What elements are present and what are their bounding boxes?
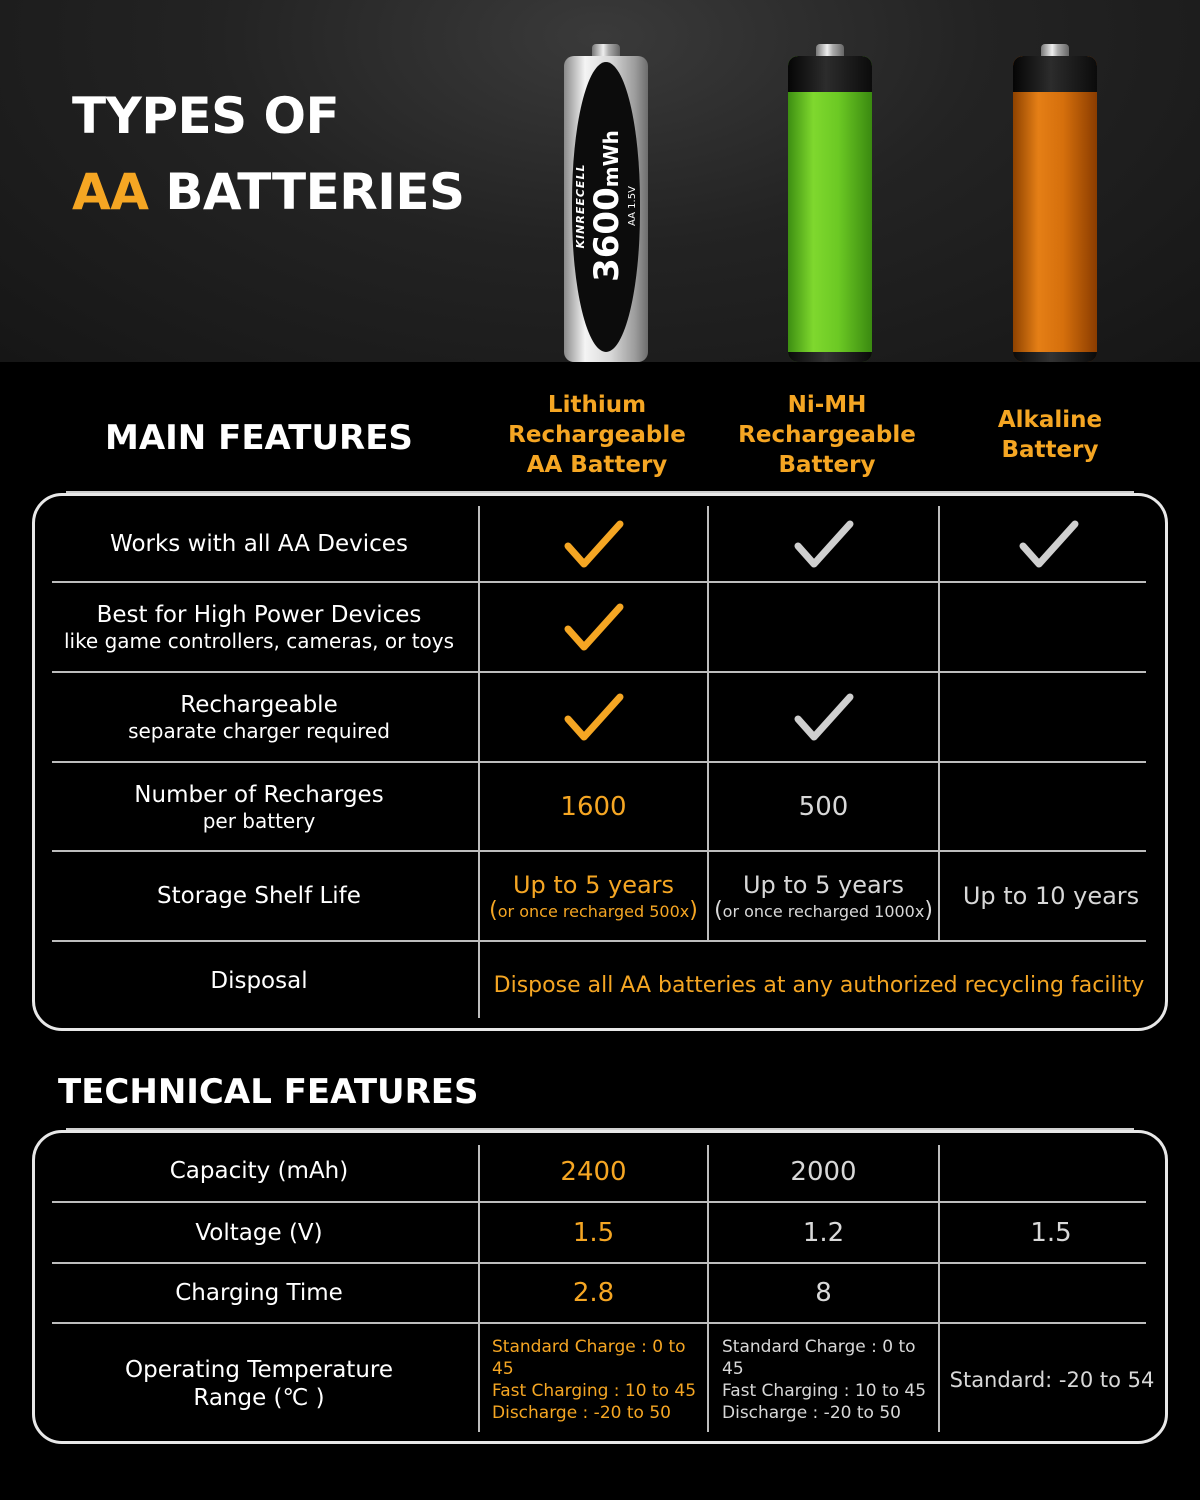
alkaline-battery-image (1013, 44, 1097, 362)
battery-brand: KINREECELL (574, 163, 587, 249)
lithium-recharges-value: 1600 (560, 791, 627, 822)
lithium-battery-image (564, 44, 648, 362)
nimh-charging-time: 8 (815, 1278, 832, 1308)
nimh-capacity: 2000 (790, 1157, 857, 1187)
nimh-works-check (709, 506, 938, 581)
title-line-1: TYPES OF (72, 87, 340, 145)
disposal-value: Dispose all AA batteries at any authorized recycling facility (493, 972, 1145, 998)
check-icon (564, 518, 624, 570)
row-label-charging-time: Charging Time (175, 1280, 343, 1306)
check-icon (794, 691, 854, 743)
check-icon (564, 691, 624, 743)
alkaline-shelf-life: Up to 10 years (962, 882, 1140, 910)
lithium-temperature-range: Standard Charge : 0 to 45 Fast Charging : 10 to 45 Discharge : -20 to 50 (492, 1337, 697, 1423)
lithium-capacity: 2400 (560, 1157, 627, 1187)
check-icon (794, 518, 854, 570)
row-label-disposal: Disposal (210, 968, 308, 994)
column-header-alkaline: Alkaline Battery (997, 407, 1103, 463)
title-rest: BATTERIES (148, 163, 465, 221)
check-icon (564, 601, 624, 653)
title-accent: AA (72, 163, 149, 221)
battery-voltage: AA 1.5V (627, 186, 638, 226)
nimh-recharges-value: 500 (798, 791, 849, 822)
row-label-storage-shelf-life: Storage Shelf Life (157, 883, 361, 909)
row-label-voltage: Voltage (V) (195, 1219, 323, 1246)
nimh-rechargeable-check (709, 673, 938, 761)
lithium-shelf-life: Up to 5 years (or once recharged 500x) (489, 870, 698, 923)
nimh-shelf-life: Up to 5 years (or once recharged 1000x) (714, 870, 933, 923)
row-label-number-of-recharges: Number of Recharges per battery (134, 781, 384, 833)
lithium-battery-label (574, 130, 638, 282)
row-label-rechargeable: Rechargeable separate charger required (128, 692, 390, 743)
page-title (72, 78, 465, 230)
lithium-rechargeable-check (480, 673, 707, 761)
row-label-operating-temperature: Operating Temperature Range (℃ ) (125, 1357, 393, 1411)
row-label-capacity: Capacity (mAh) (169, 1157, 349, 1184)
lithium-works-check (480, 506, 707, 581)
lithium-charging-time: 2.8 (572, 1278, 615, 1308)
nimh-battery-image (788, 44, 872, 362)
nimh-voltage: 1.2 (802, 1217, 845, 1248)
main-features-title: MAIN FEATURES (105, 418, 413, 458)
row-label-works-with-all: Works with all AA Devices (110, 530, 408, 557)
hero-banner (0, 0, 1200, 362)
column-header-lithium: Lithium Rechargeable AA Battery (508, 392, 686, 478)
lithium-high-power-check (480, 583, 707, 671)
column-header-nimh: Ni-MH Rechargeable Battery (738, 392, 916, 478)
row-label-high-power: Best for High Power Devices like game controllers, cameras, or toys (63, 602, 455, 653)
battery-capacity: 3600mWh (587, 130, 627, 282)
lithium-voltage: 1.5 (572, 1217, 615, 1248)
alkaline-voltage: 1.5 (1030, 1217, 1072, 1248)
title-line-2 (72, 154, 465, 230)
alkaline-temperature-range: Standard: -20 to 54 (949, 1368, 1155, 1392)
nimh-temperature-range: Standard Charge : 0 to 45 Fast Charging : 10 to 45 Discharge : -20 to 50 (722, 1337, 927, 1423)
check-icon (1019, 518, 1079, 570)
alkaline-works-check (940, 506, 1158, 581)
technical-features-title: TECHNICAL FEATURES (58, 1072, 479, 1112)
